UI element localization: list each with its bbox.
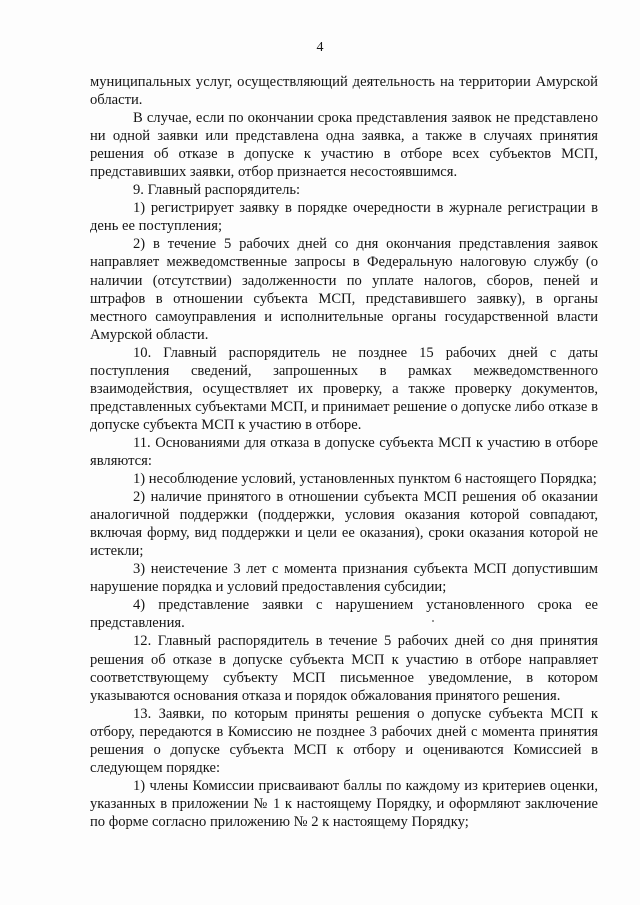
paragraph-continuation: муниципальных услуг, осуществляющий деятельность на территории Амурской области. <box>90 74 598 109</box>
paragraph-item-9-2: 2) в течение 5 рабочих дней со дня окончания представления заявок направляет межведомственные запросы в Федеральную налоговую службу (о наличии (отсутствии) задолженности по уплате налогов, сборов, пеней и штрафов в отношении субъекта МСП, представившего заявку), в органы местного самоуправления и исполнительные органы государственной власти Амурской области. <box>90 236 598 343</box>
paragraph-item-11-4: 4) представление заявки с нарушением установленного срока ее представления. <box>90 597 598 632</box>
paragraph-item-11-3: 3) неистечение 3 лет с момента признания субъекта МСП допустившим нарушение порядка и условий предоставления субсидии; <box>90 561 598 596</box>
paragraph-item-12: 12. Главный распорядитель в течение 5 рабочих дней со дня принятия решения об отказе в допуске субъекта МСП к участию в отборе направляет соответствующему субъекту МСП письменное уведомление, в котором указываются основания отказа и порядок обжалования принятого решения. <box>90 633 598 704</box>
page-number: 4 <box>316 40 324 55</box>
paragraph-item-10: 10. Главный распорядитель не позднее 15 рабочих дней с даты поступления сведений, запрошенных в рамках межведомственного взаимодействия, осуществляет их проверку, а также проверку документов, представленных субъектами МСП, и принимает решение о допуске либо отказе в допуске субъекта МСП к участию в отборе. <box>90 344 598 433</box>
paragraph-item-11-2: 2) наличие принятого в отношении субъекта МСП решения об оказании аналогичной поддержки (поддержки, условия оказания которой совпадают, включая форму, вид поддержки и цели ее оказания), сроки оказания которой не истекли; <box>90 489 598 560</box>
paragraph-item-9-heading: 9. Главный распорядитель: <box>133 182 301 199</box>
paragraph-item-9-1: 1) регистрирует заявку в порядке очередности в журнале регистрации в день ее поступления; <box>90 200 598 235</box>
paragraph-failed-selection: В случае, если по окончании срока представления заявок не представлено ни одной заявки или представлена одна заявка, а также в случаях принятия решения об отказе в допуске к участию в отборе всех субъектов МСП, представивших заявки, отбор признается несостоявшимся. <box>90 110 598 181</box>
scan-speck <box>432 620 434 622</box>
paragraph-item-11-1: 1) несоблюдение условий, установленных пунктом 6 настоящего Порядка; <box>133 471 597 488</box>
paragraph-item-13-heading: 13. Заявки, по которым приняты решения о допуске субъекта МСП к отбору, передаются в Комиссию не позднее 3 рабочих дней с момента принятия решения о допуске субъекта МСП к отбору и оцениваются Комиссией в следующем порядке: <box>90 705 598 776</box>
paragraph-item-11-heading: 11. Основаниями для отказа в допуске субъекта МСП к участию в отборе являются: <box>90 434 598 469</box>
document-body <box>90 73 598 831</box>
paragraph-item-13-1: 1) члены Комиссии присваивают баллы по каждому из критериев оценки, указанных в приложении № 1 к настоящему Порядку, и оформляют заключение по форме согласно приложению № 2 к настоящему Порядку; <box>90 777 598 830</box>
